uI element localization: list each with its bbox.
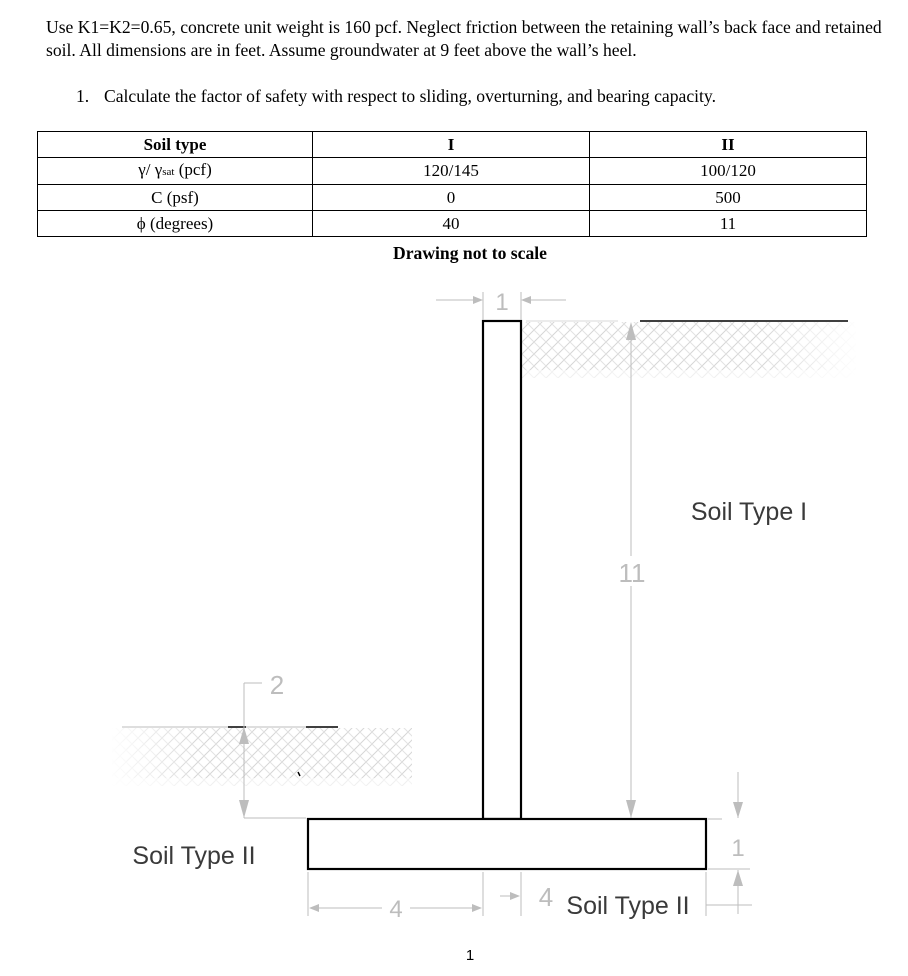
soil-type-ii-base-label: Soil Type II: [566, 892, 690, 920]
svg-text:1: 1: [495, 289, 509, 316]
svg-text:4: 4: [389, 896, 403, 923]
question-number: 1.: [76, 86, 90, 106]
cell-type1-unit-weight: 120/145: [313, 158, 590, 185]
wall-base: [308, 819, 706, 869]
row-label-friction-angle: ϕ (degrees): [38, 211, 313, 237]
cell-type2-cohesion: 500: [590, 185, 867, 211]
cell-type1-friction-angle: 40: [313, 211, 590, 237]
soil-type-ii-front-label: Soil Type II: [132, 842, 256, 870]
soil-type-i-label: Soil Type I: [690, 498, 808, 526]
base-thickness-dimension: [706, 772, 752, 914]
cell-type2-friction-angle: 11: [590, 211, 867, 237]
header-type-1: I: [313, 132, 590, 158]
retained-soil-hatch: [522, 322, 860, 382]
svg-text:2: 2: [269, 670, 285, 700]
row-label-cohesion: C (psf): [38, 185, 313, 211]
page-number: 1: [465, 947, 475, 964]
stem-height-dimension: [614, 322, 648, 818]
question-text: Calculate the factor of safety with respect to sliding, overturning, and bearing capacity.: [104, 86, 716, 106]
drawing-scale-note: Drawing not to scale: [393, 243, 547, 263]
stem-width-dimension: [436, 289, 566, 320]
cell-type2-unit-weight: 100/120: [590, 158, 867, 185]
header-type-2: II: [590, 132, 867, 158]
front-soil-hatch: [108, 726, 412, 790]
header-soil-type: Soil type: [38, 132, 313, 158]
svg-text:11: 11: [618, 558, 646, 588]
wall-stem: [483, 321, 521, 819]
row-label-unit-weight: γ/ γsat (pcf): [38, 158, 313, 185]
cell-type1-cohesion: 0: [313, 185, 590, 211]
svg-text:4: 4: [538, 882, 554, 912]
problem-statement: Use K1=K2=0.65, concrete unit weight is 160 pcf. Neglect friction between the retaining wall’s back face and retained soil. All dimensions are in feet. Assume groundwater at 9 feet above the wall’s heel.: [46, 17, 882, 60]
toe-length-dimension: [308, 872, 483, 923]
svg-text:1: 1: [731, 835, 745, 862]
